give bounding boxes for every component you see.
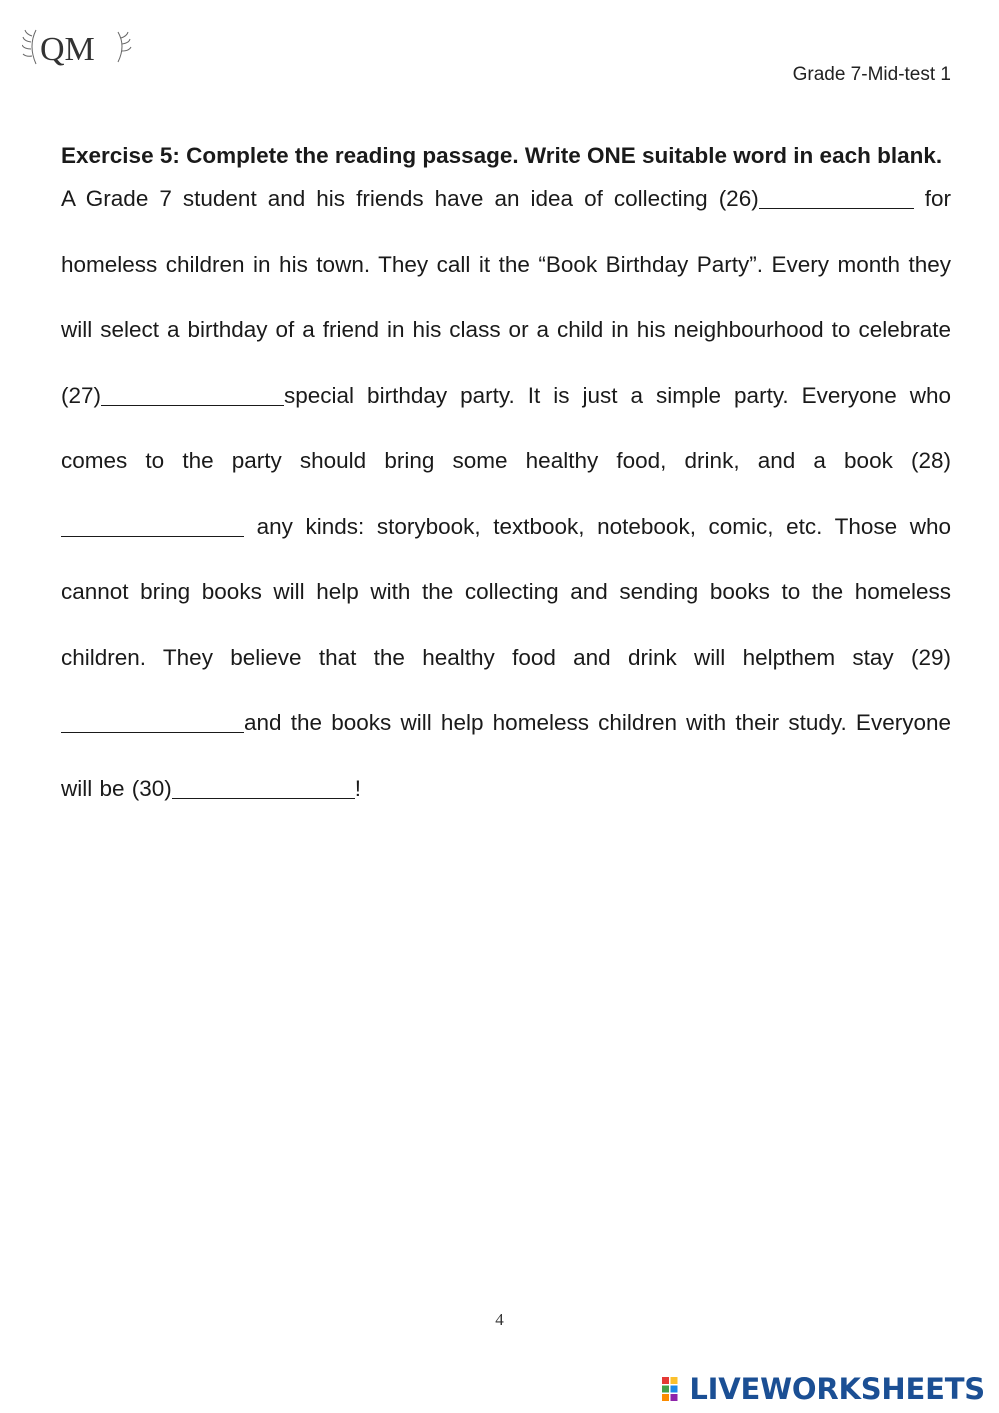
- passage-segment: and the books will help homeless children with their study. Everyone will be (30): [61, 710, 951, 801]
- logo-text: QM: [40, 31, 95, 68]
- liveworksheets-logo-icon: [661, 1376, 687, 1402]
- liveworksheets-brand[interactable]: [661, 1372, 985, 1406]
- page-number: 4: [495, 1310, 504, 1329]
- blank-30[interactable]: [172, 776, 355, 799]
- passage-segment: any kinds: storybook, textbook, notebook, comic, etc. Those who cannot bring books will help with the collecting and sending books to the homeless children. They believe that the healthy food and drink will helpthem stay (29): [61, 513, 951, 670]
- passage-segment: for homeless children in his town. They call it the “Book Birthday Party”. Every month they will select a birthday of a friend in his class or a child in his neighbourhood to celebrate (27): [61, 186, 952, 408]
- passage-segment: A Grade 7 student and his friends have an idea of collecting (26): [61, 186, 759, 211]
- blank-28[interactable]: [61, 514, 244, 537]
- passage-segment: !: [354, 775, 362, 801]
- blank-26[interactable]: [759, 186, 914, 209]
- exercise-section: [61, 140, 951, 821]
- doc-label: Grade 7-Mid-test 1: [792, 64, 951, 85]
- brand-text: LIVEWORKSHEETS: [689, 1372, 985, 1406]
- blank-27[interactable]: [101, 383, 284, 406]
- reading-passage: [61, 166, 951, 821]
- passage-segment: special birthday party. It is just a simple party. Everyone who comes to the party should bring some healthy food, drink, and a book (28): [61, 382, 951, 473]
- blank-29[interactable]: [61, 710, 244, 733]
- qm-logo: [22, 24, 132, 74]
- exercise-title: Exercise 5: Complete the reading passage. Write ONE suitable word in each blank.: [61, 143, 943, 168]
